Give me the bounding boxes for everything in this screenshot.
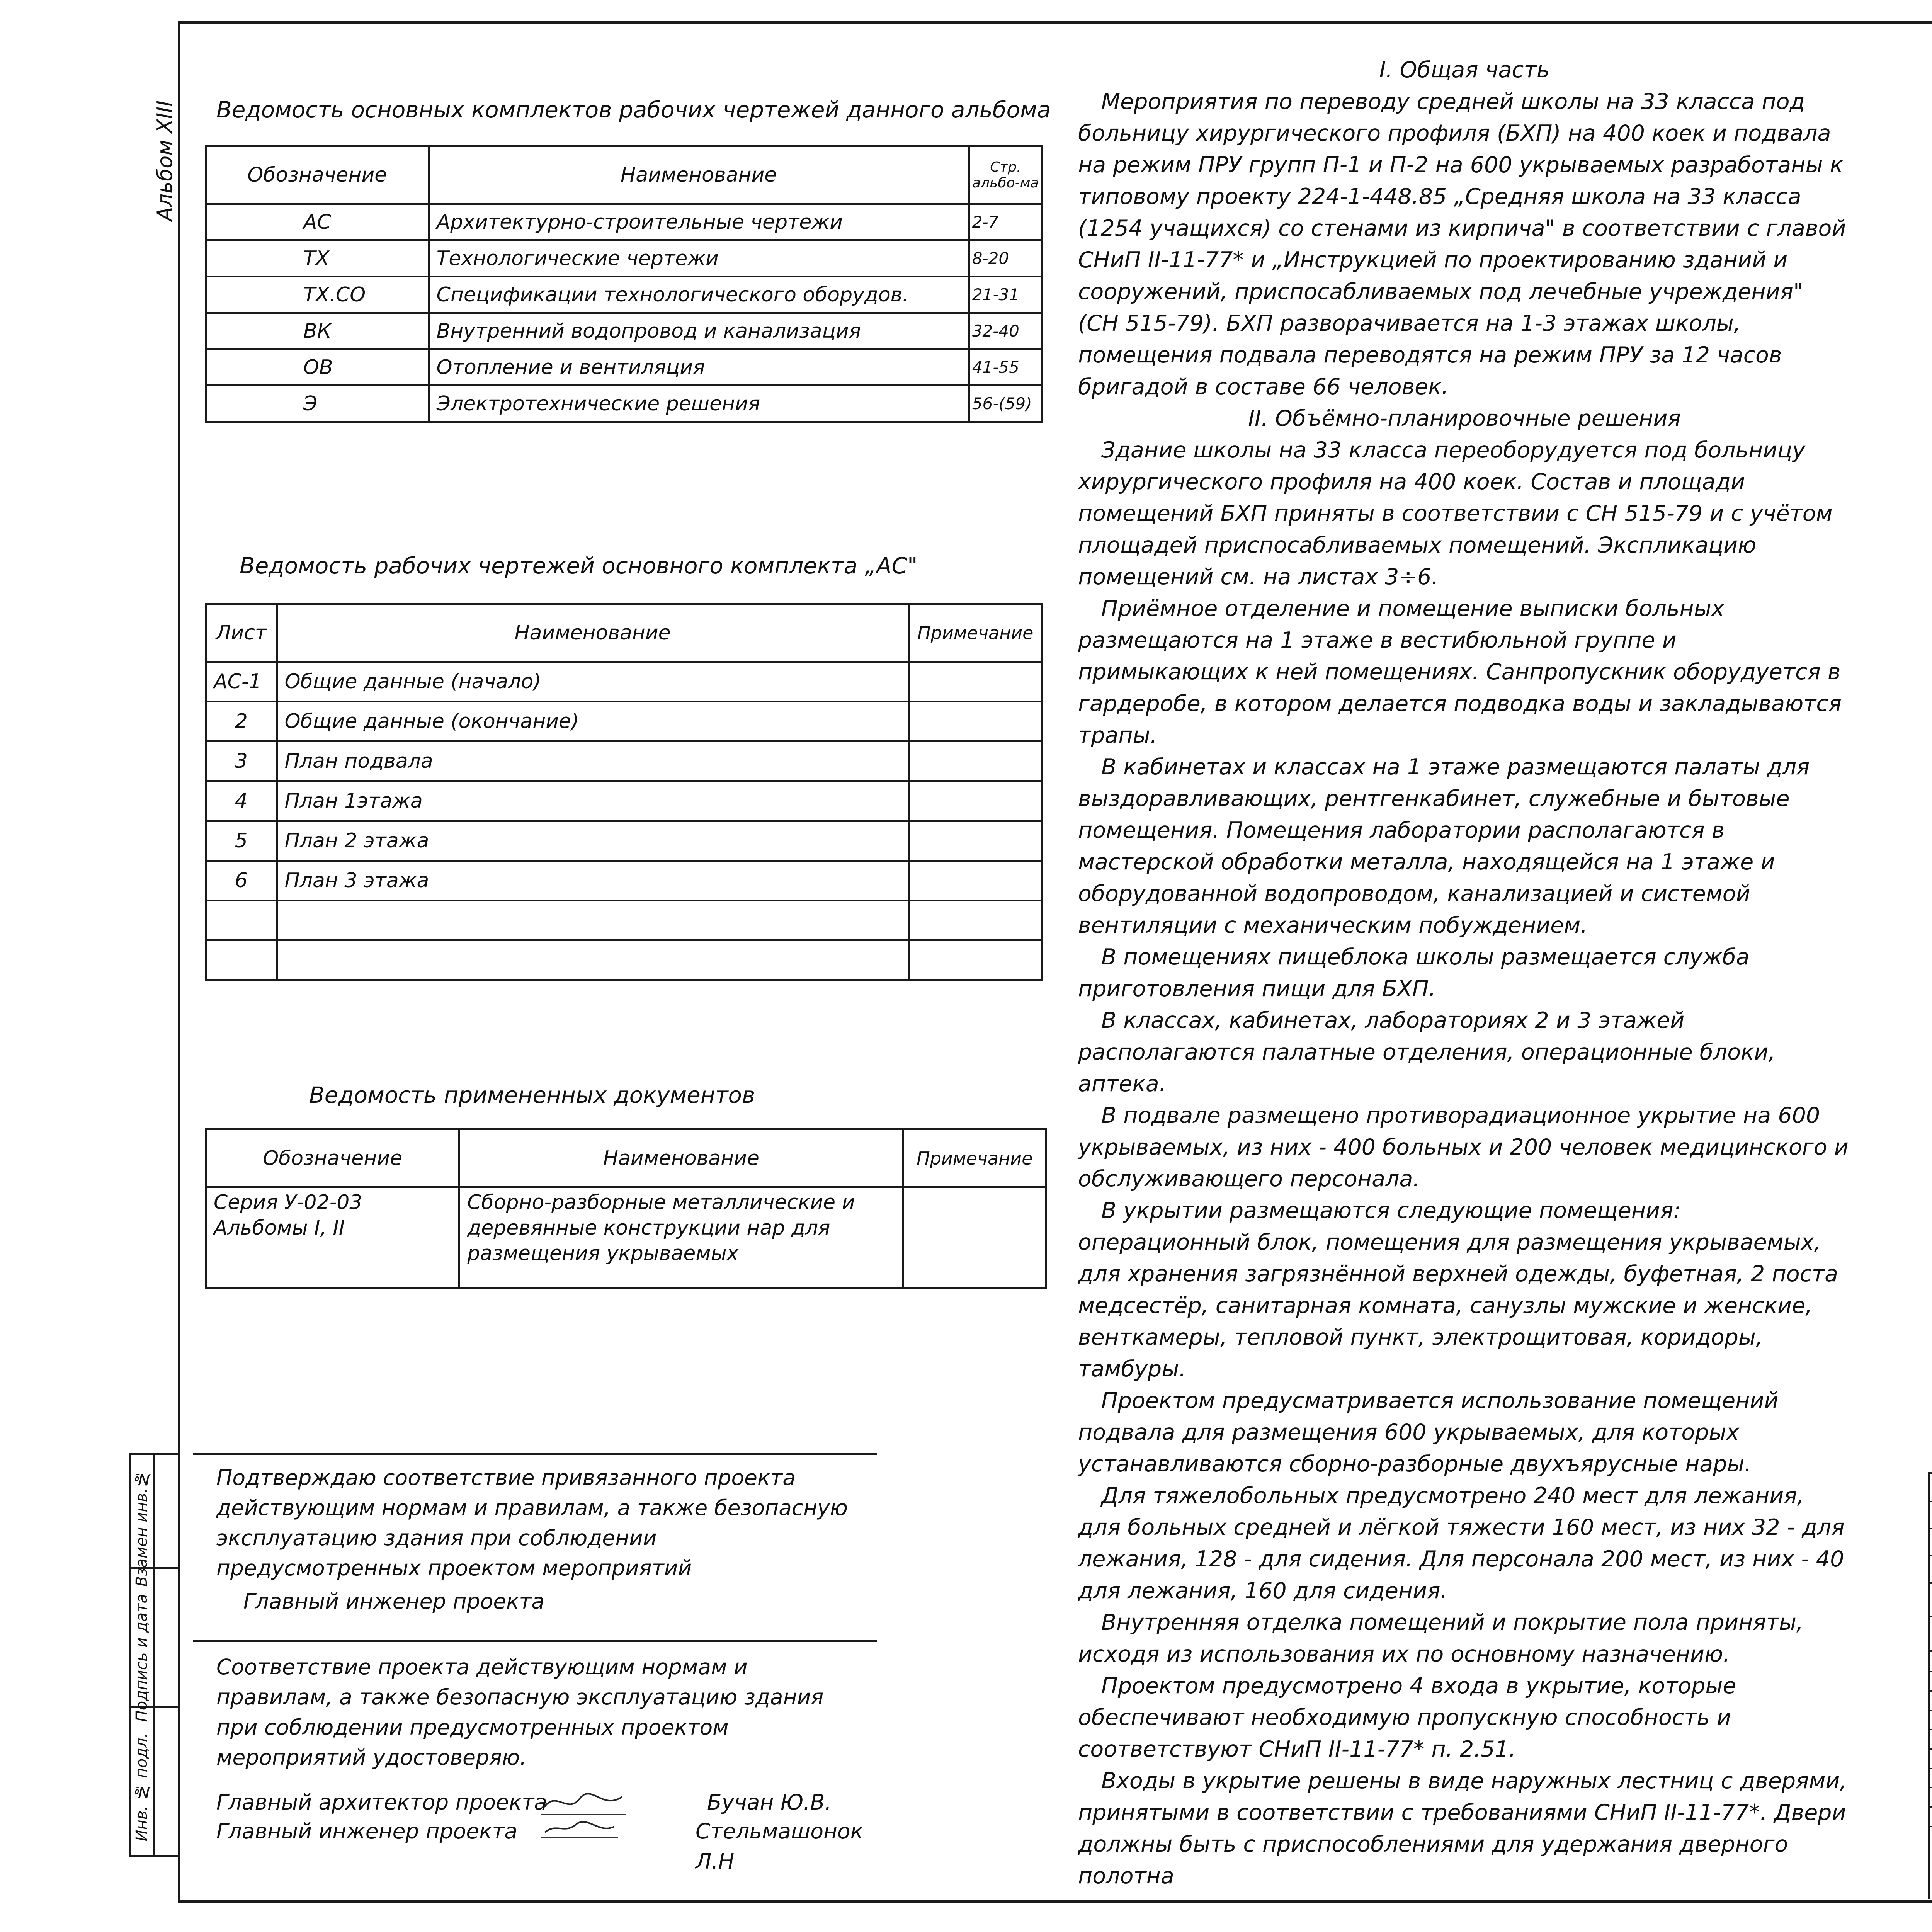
table2-cell [908,781,1042,821]
text-column-middle [1078,54,1851,1892]
paragraph: В подвале размещено противорадиационное укрытие на 600 укрываемых, из них - 400 больных и 200 человек медицинского и обслуживающего персонала. [1078,1103,1849,1192]
table1-cell: Отопление и вентиляция [429,349,969,386]
table1-cell: Э [206,386,429,422]
table3-cell [903,1187,1046,1288]
table2-header: Лист [206,604,277,662]
table2-cell [206,901,277,940]
table-applied-docs [205,1128,1047,1289]
paragraph: В укрытии размещаются следующие помещения: операционный блок, помещения для размещения укрываемых, для хранения загрязнённой верхней одежды, буфетная, 2 поста медсестёр, санитарная комната, санузлы мужские и женские, венткамеры, тепловой пункт, электрощитовая, коридоры, тамбуры. [1078,1198,1838,1382]
table2-cell [908,940,1042,980]
paragraph: Приёмное отделение и помещение выписки больных размещаются на 1 этаже в вестибюльной группе и примыкающих к ней помещениях. Санпропускник оборудуется в гардеробе, в котором делается подводка воды и закладываются трапы. [1078,596,1842,748]
cert-name-3: Стельмашонок Л.Н [696,1819,863,1874]
table1-cell: 2-7 [969,204,1042,240]
strip-vzamen: Взамен инв.№ [133,1470,151,1587]
table2-cell: План подвала [277,742,908,781]
table2-cell [908,901,1042,940]
table2-header: Наименование [277,604,908,662]
paragraph: Входы в укрытие решены в виде наружных лестниц с дверями, принятыми в соответствии с требованиями СНиП II-11-77*. Двери должны быть с приспособлениями для удержания дверного полотна [1078,1768,1847,1889]
table2-cell: АС-1 [206,662,277,702]
paragraph: Для тяжелобольных предусмотрено 240 мест для лежания, для больных средней и лёгкой тяжести 160 мест, из них 32 - для лежания, 128 - для сидения. Для персонала 200 мест, из них - 40 для лежания, 160 для сидения. [1078,1483,1845,1604]
paragraph: В кабинетах и классах на 1 этаже размещаются палаты для выздоравливающих, рентгенкабинет, служебные и бытовые помещения. Помещения лаборатории располагаются в мастерской обработки металла, находящейся на 1 этаже и оборудованной водопроводом, канализацией и системой вентиляции с механическим побуждением. [1078,754,1810,938]
table1-cell: ТХ [206,240,429,277]
cert-text-2: Соответствие проекта действующим нормам и правилам, а также безопасную эксплуатацию здания при соблюдении предусмотренных проектом мероприятий удостоверяю. [216,1655,824,1770]
table1-cell: Архитектурно-строительные чертежи [429,204,969,240]
strip-inv: Инв. № подл. [133,1733,151,1842]
paragraph: Мероприятия по переводу средней школы на 33 класса под больницу хирургического профиля (БХП) на 400 коек и подвала на режим ПРУ групп П-1 и П-2 на 600 укрываемых разработаны к типовому проекту 224-1-448.85 „Средняя школа на 33 класса (1254 учащихся) со стенами из кирпича" в соответствии с главой СНиП II-11-77* и „Инструкцией по проектированию зданий и сооружений, приспосабливаемых под лечебные учреждения" (СН 515-79). БХП разворачивается на 1-3 этажах школы, помещения подвала переводятся на режим ПРУ за 12 часов бригадой в составе 66 человек. [1078,89,1846,400]
table1-cell: ВК [206,313,429,349]
cert-role-3: Главный инженер проекта [216,1819,518,1844]
table3-cell: Серия У-02-03 Альбомы I, II [206,1187,459,1288]
table3-header: Обозначение [206,1129,459,1187]
table3-header: Наименование [459,1129,903,1187]
table2-cell [908,861,1042,901]
table2-cell [277,901,908,940]
table1-title: Ведомость основных комплектов рабочих чертежей данного альбома [216,97,1051,123]
table1-header: Обозначение [206,146,429,204]
table2-cell [206,940,277,980]
strip-podpis: Подпись и дата [133,1594,151,1722]
table2-cell: Общие данные (окончание) [277,702,908,742]
paragraph: Проектом предусмотрено 4 входа в укрытие, которые обеспечивают необходимую пропускную способность и соответствуют СНиП II-11-77* п. 2.51. [1078,1673,1736,1762]
table2-cell: План 3 этажа [277,861,908,901]
table2-cell: 5 [206,821,277,861]
table1-cell: 21-31 [969,277,1042,313]
signature-engineer [541,1826,618,1838]
certification-block [193,1453,877,1874]
paragraph: Здание школы на 33 класса переоборудуется под больницу хирургического профиля на 400 коек. Состав и площади помещений БХП приняты в соответствии с СН 515-79 и с учётом площадей приспосабливаемых помещений. Экспликацию помещений см. на листах 3÷6. [1078,437,1833,590]
table1-cell: АС [206,204,429,240]
table2-cell: 2 [206,702,277,742]
table2-cell [908,662,1042,702]
paragraph: В классах, кабинетах, лабораториях 2 и 3 этажей располагаются палатные отделения, операционные блоки, аптека. [1078,1008,1776,1097]
table2-header: Примечание [908,604,1042,662]
table1-cell: Технологические чертежи [429,240,969,277]
table1-cell: Электротехнические решения [429,386,969,422]
table2-cell [908,742,1042,781]
table1-cell: 41-55 [969,349,1042,386]
table2-cell [908,821,1042,861]
table2-title: Ведомость рабочих чертежей основного комплекта „АС" [240,553,918,579]
table1-cell: 56-(59) [969,386,1042,422]
album-label: Альбом XIII [153,100,177,221]
left-strip [129,1453,180,1857]
table2-cell: План 1этажа [277,781,908,821]
table1-cell: Спецификации технологического оборудов. [429,277,969,313]
table3-header: Примечание [903,1129,1046,1187]
table3-cell: Сборно-разборные металлические и деревянные конструкции нар для размещения укрываемых [459,1187,903,1288]
table2-cell: 6 [206,861,277,901]
table1-cell: 8-20 [969,240,1042,277]
table2-cell: 4 [206,781,277,821]
cert-role-2: Главный архитектор проекта [216,1790,547,1815]
cert-text-1: Подтверждаю соответствие привязанного проекта действующим нормам и правилам, а также безопасную эксплуатацию здания при соблюдении предусмотренных проектом мероприятий [216,1465,848,1580]
table2-cell [277,940,908,980]
table1-cell: Внутренний водопровод и канализация [429,313,969,349]
table1-cell: 32-40 [969,313,1042,349]
table2-cell: План 2 этажа [277,821,908,861]
table2-cell: Общие данные (начало) [277,662,908,702]
table3-title: Ведомость примененных документов [309,1082,755,1108]
table2-cell: 3 [206,742,277,781]
table1-header: Стр. альбо-ма [969,146,1042,204]
table1-header: Наименование [429,146,969,204]
paragraph: Проектом предусматривается использование помещений подвала для размещения 600 укрываемых, для которых устанавливаются сборно-разборные двухъярусные нары. [1078,1388,1779,1477]
table2-cell [908,702,1042,742]
section-title: II. Объёмно-планировочные решения [1248,406,1681,431]
table-as-sheets [205,603,1043,981]
cert-role-1: Главный инженер проекта [243,1589,545,1614]
title-block [1928,1472,1932,1899]
section-title: I. Общая часть [1379,57,1550,83]
paragraph: Внутренняя отделка помещений и покрытие пола приняты, исходя из использования их по основному назначению. [1078,1610,1804,1667]
cert-name-2: Бучан Ю.В. [707,1790,832,1815]
table-main-sets [205,145,1043,423]
table1-cell: ОВ [206,349,429,386]
table1-cell: ТХ.СО [206,277,429,313]
signature-architect [541,1799,626,1815]
paragraph: В помещениях пищеблока школы размещается служба приготовления пищи для БХП. [1078,944,1750,1002]
